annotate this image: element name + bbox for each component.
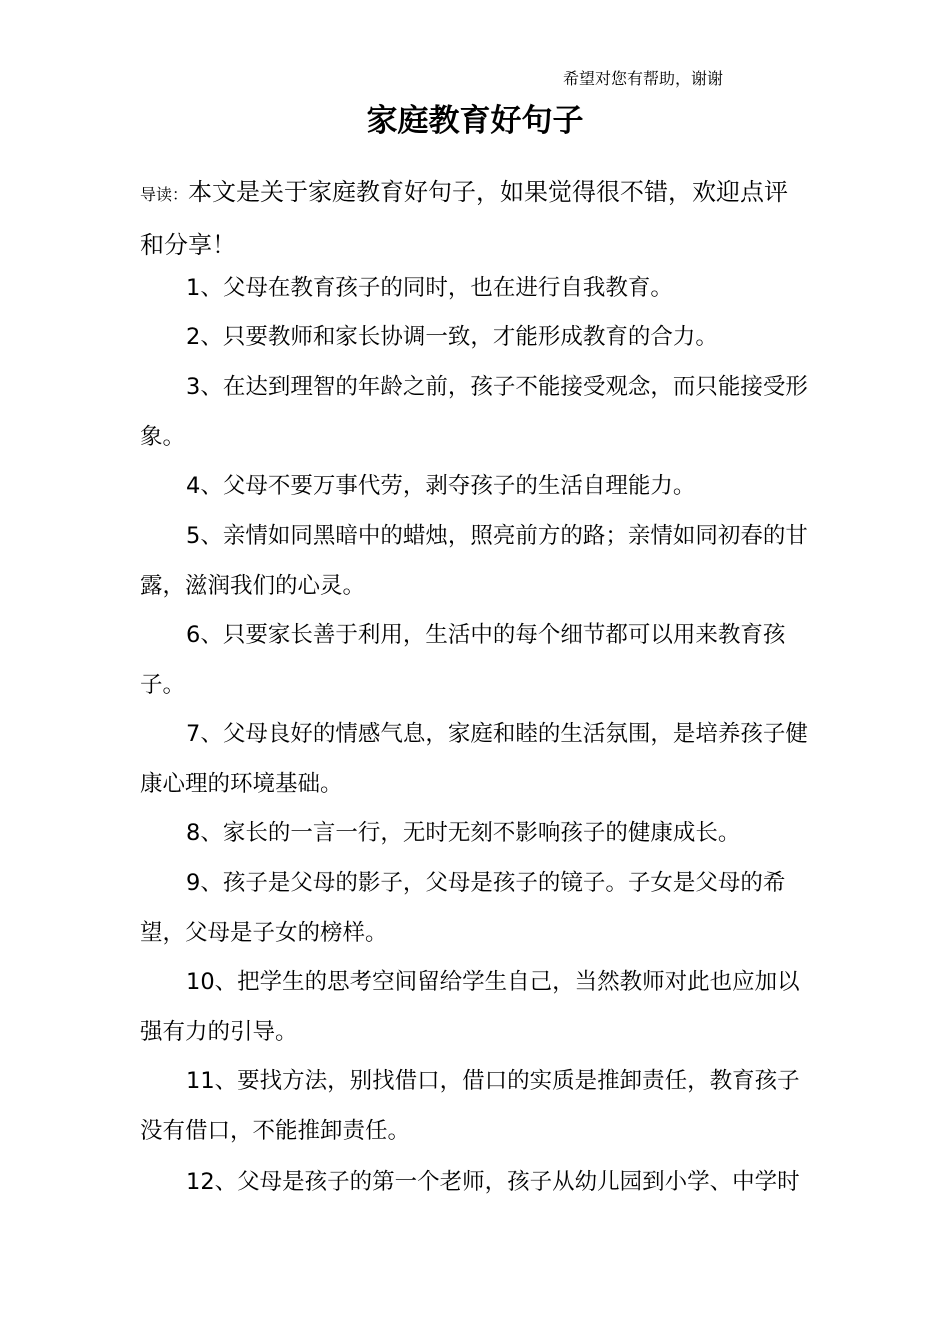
intro-text: 本文是关于家庭教育好句子，如果觉得很不错，欢迎点评和分享！ xyxy=(140,178,789,259)
intro-label: 导读： xyxy=(140,185,189,204)
quote-item: 11、要找方法，别找借口，借口的实质是推卸责任，教育孩子没有借口，不能推卸责任。 xyxy=(140,1068,800,1144)
quote-item: 3、在达到理智的年龄之前，孩子不能接受观念，而只能接受形象。 xyxy=(140,374,808,450)
quote-item: 9、孩子是父母的影子，父母是孩子的镜子。子女是父母的希望，父母是子女的榜样。 xyxy=(140,870,786,946)
document-title: 家庭教育好句子 xyxy=(366,103,584,139)
quote-item: 8、家长的一言一行，无时无刻不影响孩子的健康成长。 xyxy=(186,820,741,846)
quote-item: 6、只要家长善于利用，生活中的每个细节都可以用来教育孩子。 xyxy=(140,622,786,698)
quote-item: 5、亲情如同黑暗中的蜡烛，照亮前方的路；亲情如同初春的甘露，滋润我们的心灵。 xyxy=(140,523,808,599)
quote-item: 12、父母是孩子的第一个老师，孩子从幼儿园到小学、中学时 xyxy=(186,1169,800,1195)
quote-item: 7、父母良好的情感气息，家庭和睦的生活氛围，是培养孩子健康心理的环境基础。 xyxy=(140,721,808,797)
quote-item: 10、把学生的思考空间留给学生自己，当然教师对此也应加以强有力的引导。 xyxy=(140,969,800,1045)
header-note: 希望对您有帮助，谢谢 xyxy=(563,69,724,88)
quote-item: 1、父母在教育孩子的同时，也在进行自我教育。 xyxy=(186,275,673,301)
intro-paragraph xyxy=(140,167,808,270)
quote-item: 4、父母不要万事代劳，剥夺孩子的生活自理能力。 xyxy=(186,473,696,499)
quote-item: 2、只要教师和家长协调一致，才能形成教育的合力。 xyxy=(186,324,718,350)
